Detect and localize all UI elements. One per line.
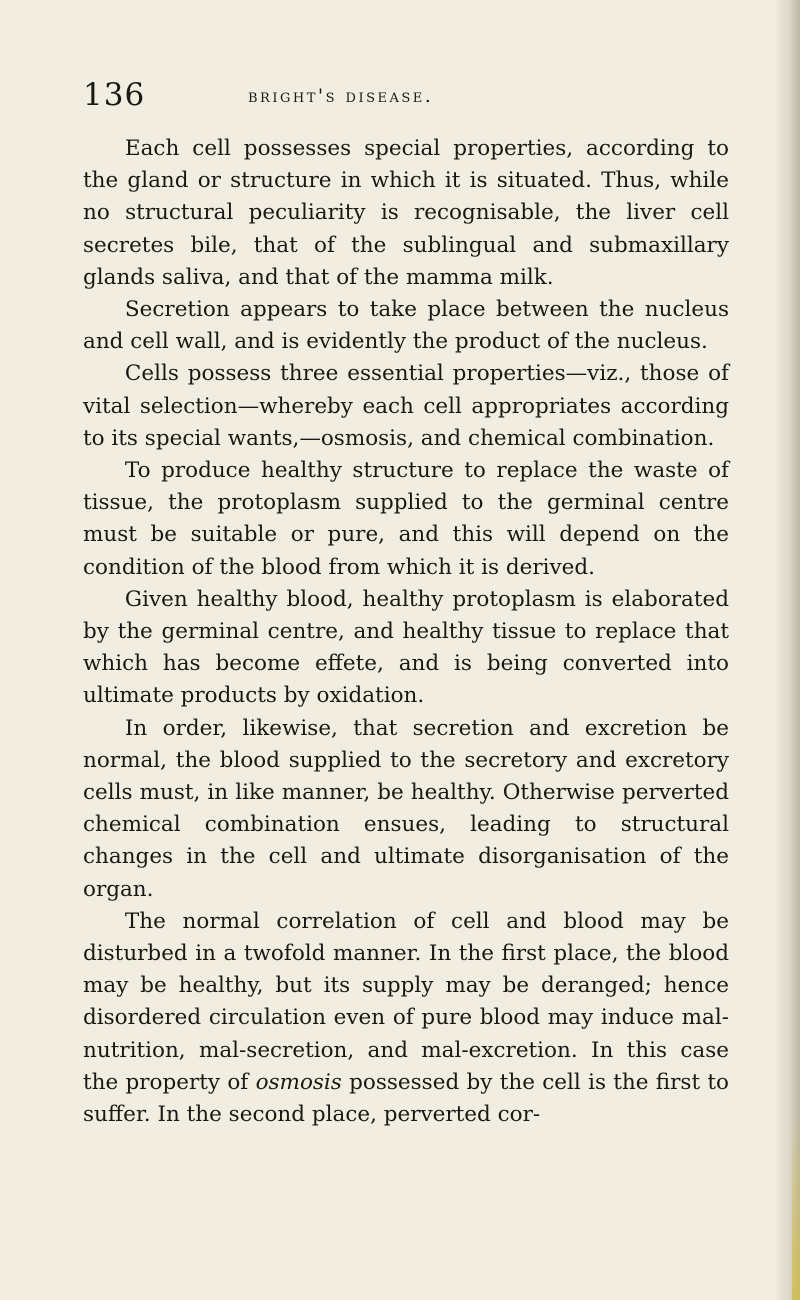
running-title: bright's disease. [248,85,434,107]
correlation-text-end: possessed by the cell is the first to suffer. In the second place, perverted cor- [83,1069,729,1128]
text-body [83,133,729,1131]
osmosis-term: osmosis [255,1069,342,1095]
running-head [83,78,729,112]
page-number: 136 [83,77,146,113]
page-edge-shadow [774,0,800,1300]
page-edge-stain [792,1110,800,1300]
paragraph-essential-properties: Cells possess three essential properties—viz., those of vital selection—whereby each cell appropriates according to its special wants,—osmosis, and chemical combination. [83,361,729,451]
paragraph-cell-properties: Each cell possesses special properties, according to the gland or structure in which it is situated. Thus, while no structural peculiarity is recognisable, the liver cell secretes bile, that of the sublingual and submaxillary glands saliva, and that of the mamma milk. [83,136,729,290]
paragraph-correlation [83,906,729,1131]
paragraph-secretion-excretion: In order, likewise, that secretion and excretion be normal, the blood supplied to the secretory and excretory cells must, in like manner, be healthy. Otherwise perverted chemical combination ensues, leading to structural changes in the cell and ultimate disorganisation of the organ. [83,715,729,902]
correlation-text-start: The normal correlation of cell and blood may be disturbed in a twofold manner. In the first place, the blood may be healthy, but its supply may be deranged; hence disordered circulation even of pure blood may induce mal-nutrition, mal-secretion, and mal-excretion. In this case the property of [83,908,729,1095]
paragraph-secretion: Secretion appears to take place between the nucleus and cell wall, and is evidently the product of the nucleus. [83,297,729,355]
paragraph-healthy-structure: To produce healthy structure to replace the waste of tissue, the protoplasm supplied to the germinal centre must be suitable or pure, and this will depend on the condition of the blood from which it is derived. [83,458,729,580]
paragraph-healthy-blood: Given healthy blood, healthy protoplasm is elaborated by the germinal centre, and healthy tissue to replace that which has become effete, and is being converted into ultimate products by oxidation. [83,586,729,709]
